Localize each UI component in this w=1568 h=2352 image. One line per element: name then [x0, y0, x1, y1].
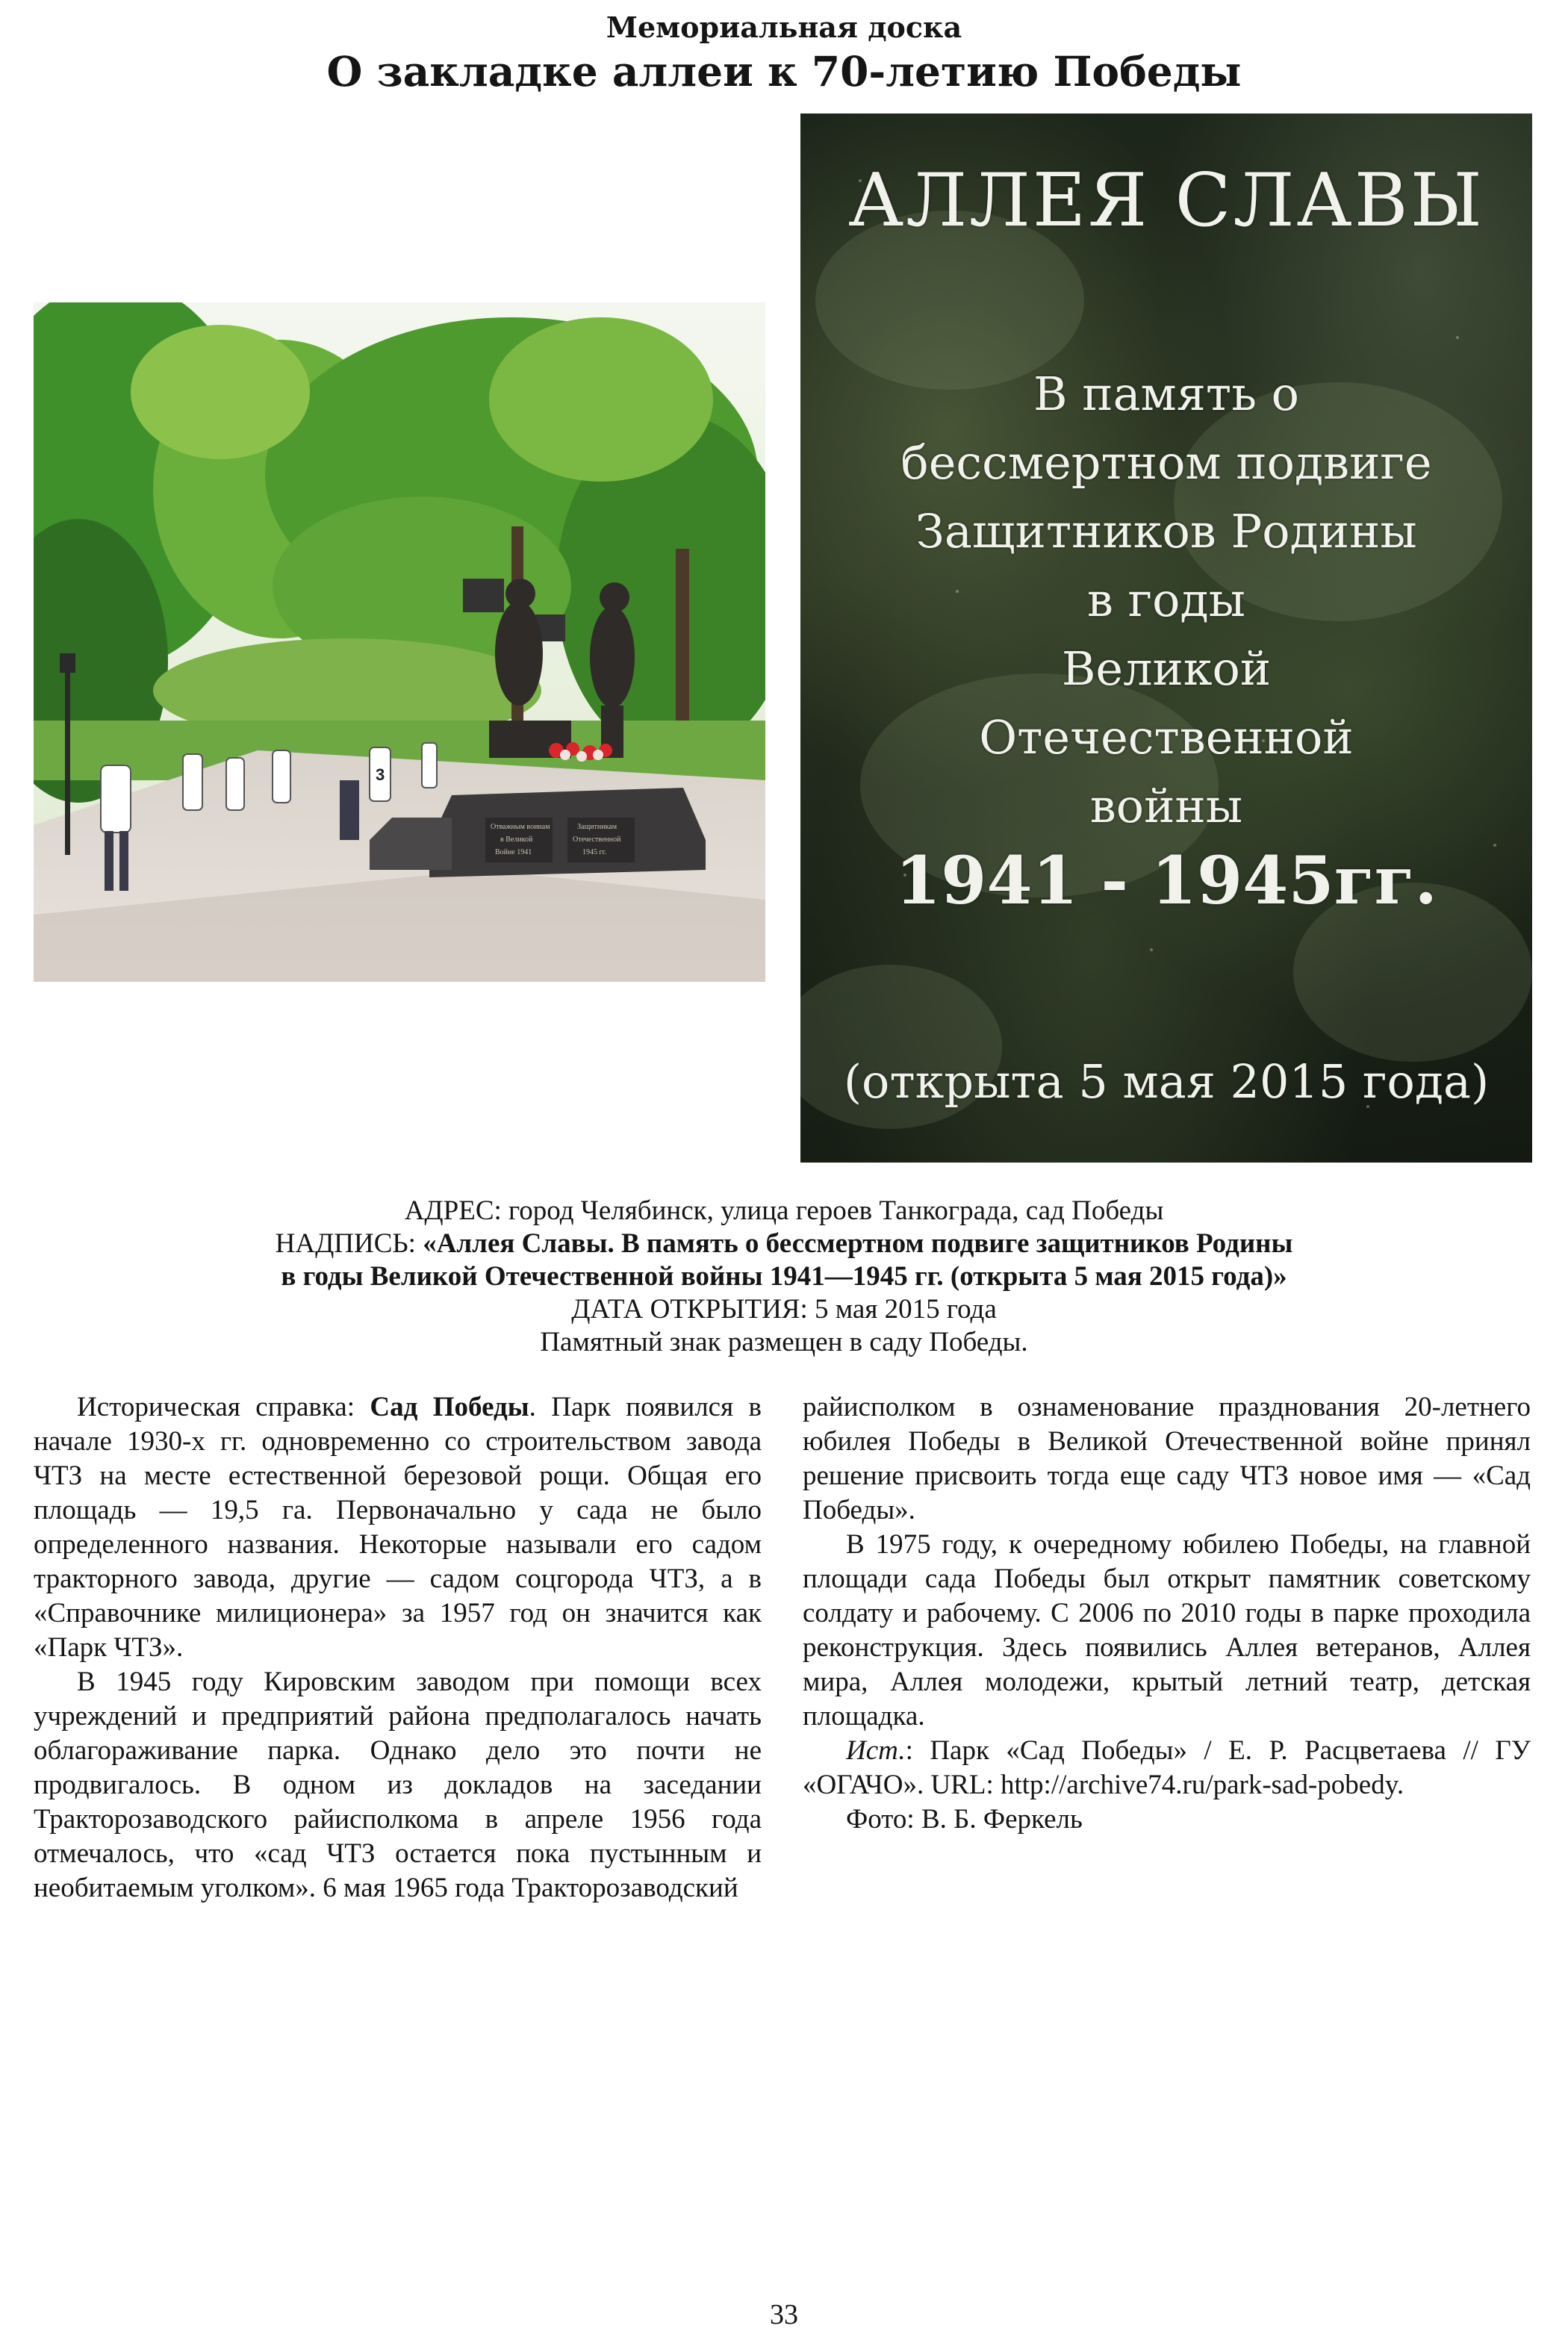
source-label: Ист. [846, 1735, 906, 1766]
plate-left-1: Отважным воинам [491, 823, 550, 831]
date-label: ДАТА ОТКРЫТИЯ: [571, 1294, 808, 1325]
p1-lead: Историческая справка: [77, 1392, 370, 1422]
page-number: 33 [770, 2299, 798, 2330]
p1-rest: . Парк появился в начале 1930-х гг. одновременно со строительством завода ЧТЗ на месте естественной березовой рощи. Общая его площадь — 19,5 га. Первоначально у сада не было определенного названия. Некоторые называли его садом тракторного завода, другие — садом соцгорода ЧТЗ, а в «Справочнике милиционера» за 1957 год он значится как «Парк ЧТЗ». [34, 1392, 762, 1663]
kicker: Мемориальная доска [606, 10, 962, 44]
memorial-plaque [800, 113, 1532, 1163]
date-value: 5 мая 2015 года [815, 1294, 997, 1325]
body-column-right [803, 1390, 1531, 1837]
plate-right-3: 1945 гг. [582, 848, 607, 856]
body-column-left [34, 1390, 762, 1905]
inscription-text-2: в годы Великой Отечественной войны 1941—1945 гг. (открыта 5 мая 2015 года)» [281, 1261, 1287, 1292]
plaque-line: Отечественной [979, 710, 1354, 765]
plaque-line: Великой [1061, 641, 1272, 696]
address-value: город Челябинск, улица героев Танкограда, сад Победы [508, 1195, 1164, 1226]
plaque-dedication [800, 360, 1532, 841]
plaque-line: в годы [1087, 573, 1245, 627]
page-title: О закладке аллеи к 70-летию Победы [326, 47, 1242, 96]
inscription-line [0, 1228, 1568, 1260]
location-note: Памятный знак размещен в саду Победы. [540, 1327, 1028, 1357]
plaque-line: войны [1089, 779, 1243, 833]
plaque-heading: АЛЛЕЯ СЛАВЫ [847, 158, 1485, 243]
caption-block [0, 1195, 1568, 1359]
p1-bold: Сад Победы [370, 1392, 529, 1422]
paragraph-1 [34, 1390, 762, 1665]
plate-left-2: в Великой [500, 836, 533, 844]
plaque-years: 1941 - 1945гг. [895, 841, 1438, 919]
photo-credit: Фото: В. Б. Феркель [846, 1804, 1083, 1835]
plaque-opened: (открыта 5 мая 2015 года) [843, 1054, 1490, 1109]
address-line [0, 1195, 1568, 1228]
plaque-line: бессмертном подвиге [900, 435, 1432, 490]
plate-right-1: Защитникам [577, 823, 617, 831]
inscription-label: НАДПИСЬ: [275, 1228, 416, 1259]
plate-left-3: Войне 1941 [495, 848, 532, 856]
address-label: АДРЕС: [404, 1195, 502, 1226]
inscription-text-1: «Аллея Славы. В память о бессмертном подвиге защитников Родины [423, 1228, 1293, 1259]
source-text: : Парк «Сад Победы» / Е. Р. Расцветаева // ГУ «ОГАЧО». URL: http://archive74.ru/park-sad-pobedy. [803, 1735, 1531, 1800]
park-photo [34, 302, 765, 982]
date-line [0, 1293, 1568, 1326]
plaque-line: Защитников Родины [915, 504, 1417, 559]
paragraph-3: В 1975 году, к очередному юбилею Победы, на главной площади сада Победы был открыт памятник советскому солдату и рабочему. С 2006 по 2010 годы в парке проходила реконструкция. Здесь появились Аллея ветеранов, Аллея мира, Аллея молодежи, крытый летний театр, детская площадка. [803, 1529, 1531, 1732]
paragraph-2-continued: райисполком в ознаменование празднования 20-летнего юбилея Победы в Великой Отечественной войне принял решение присвоить тогда еще саду ЧТЗ новое имя — «Сад Победы». [803, 1392, 1531, 1525]
shirt-number: 3 [376, 765, 385, 784]
source-line [803, 1734, 1531, 1802]
plaque-line: В память о [1033, 367, 1299, 421]
paragraph-2: В 1945 году Кировским заводом при помощи всех учреждений и предприятий района предполагалось начать облагораживание парка. Однако дело это почти не продвигалось. В одном из докладов на заседании Тракторозаводского райисполкома в апреле 1956 года отмечалось, что «сад ЧТЗ остается пока пустынным и необитаемым уголком». 6 мая 1965 года Тракторозаводский [34, 1667, 762, 1903]
plate-right-2: Отечественной [573, 836, 621, 844]
